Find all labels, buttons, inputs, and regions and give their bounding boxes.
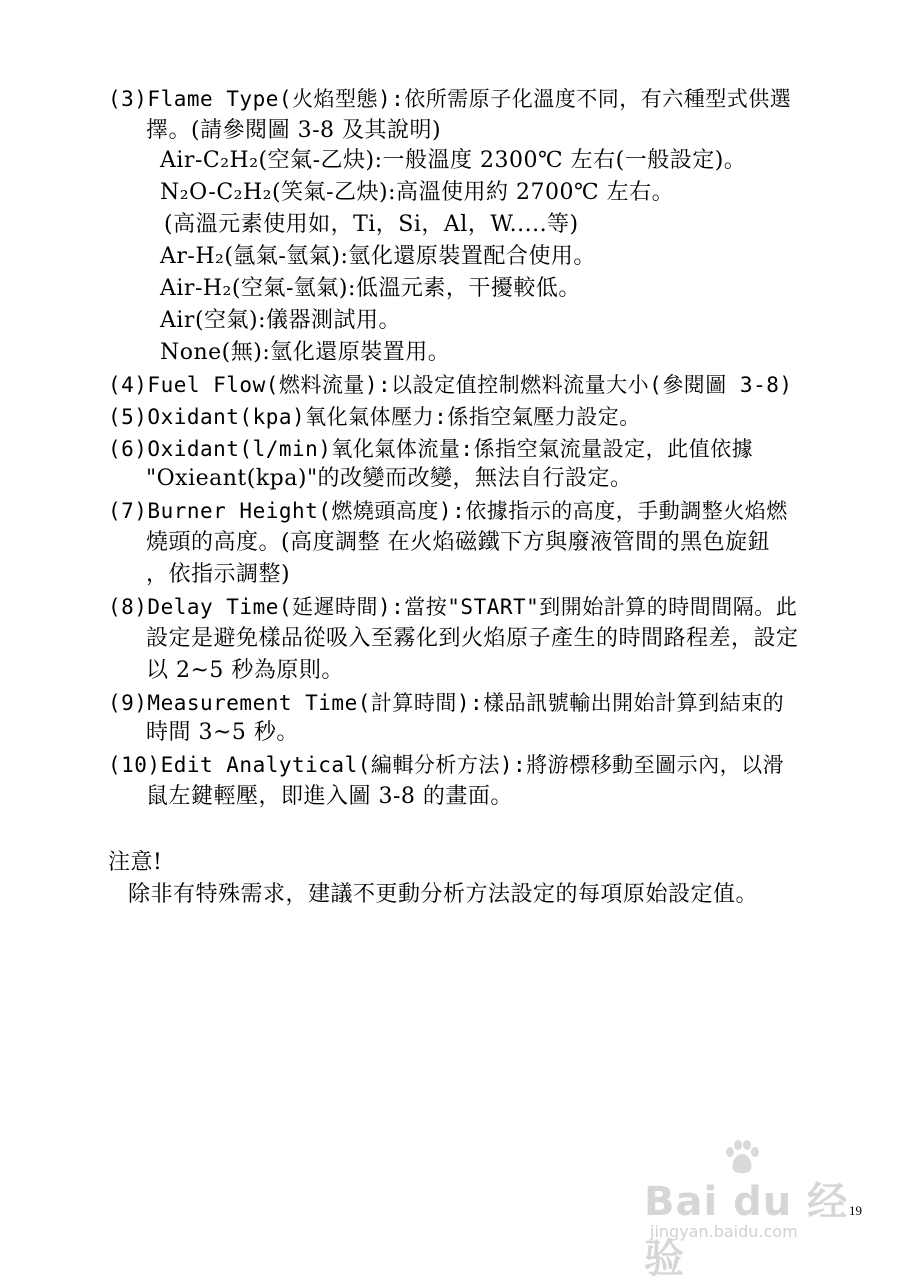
item-7-continued: 燒頭的高度。(高度調整 在火焰磁鐵下方與廢液管間的黑色旋鈕 [146,530,771,555]
item-3-continued: 擇。(請參閱圖 3-8 及其說明) [146,118,442,143]
item-10-edit-analytical: (10)Edit Analytical(編輯分析方法):將游標移動至圖示內，以滑 [108,753,785,777]
item-4-fuel-flow: (4)Fuel Flow(燃料流量):以設定值控制燃料流量大小(參閱圖 3-8) [108,373,793,397]
flame-air-c2h2: Air-C₂H₂(空氣-乙炔):一般溫度 2300℃ 左右(一般設定)。 [160,148,747,173]
item-5-oxidant-kpa: (5)Oxidant(kpa)氧化氣体壓力:係指空氣壓力設定。 [108,405,641,429]
flame-n2o-c2h2: N₂O-C₂H₂(笑氣-乙炔):高溫使用約 2700℃ 左右。 [160,180,675,205]
flame-air: Air(空氣):儀器測試用。 [160,308,402,333]
item-6-oxidant-flow: (6)Oxidant(l/min)氧化氣体流量:係指空氣流量設定，此值依據 [108,437,754,461]
item-7-burner-height: (7)Burner Height(燃燒頭高度):依據指示的高度，手動調整火焰燃 [108,499,788,523]
item-3-flame-type: (3)Flame Type(火焰型態):依所需原子化溫度不同，有六種型式供選 [108,87,792,111]
item-8-continued-2: 以 2~5 秒為原則。 [146,658,344,683]
item-9-measurement-time: (9)Measurement Time(計算時間):樣品訊號輸出開始計算到結束的 [108,691,785,715]
flame-air-h2: Air-H₂(空氣-氫氣):低溫元素，干擾較低。 [160,276,581,301]
item-10-continued: 鼠左鍵輕壓，即進入圖 3-8 的畫面。 [146,784,513,809]
watermark-url: jingyan.baidu.com [650,1222,798,1241]
item-8-continued: 設定是避免樣品從吸入至霧化到火焰原子產生的時間路程差，設定 [146,626,799,651]
flame-n2o-note: (高溫元素使用如，Ti，Si，Al，W.....等) [164,212,579,237]
item-6-continued: "Oxieant(kpa)"的改變而改變，無法自行設定。 [146,466,633,491]
note-heading: 注意! [108,850,163,875]
item-8-delay-time: (8)Delay Time(延遲時間):當按"START"到開始計算的時間間隔。此 [108,595,798,619]
item-7-continued-2: ，依指示調整) [146,562,291,587]
page-number: 19 [849,1203,862,1218]
baidu-watermark [640,1140,860,1282]
note-text: 除非有特殊需求，建議不更動分析方法設定的每項原始設定值。 [128,882,759,907]
flame-none: None(無):氫化還原裝置用。 [160,340,451,365]
item-9-continued: 時間 3~5 秒。 [146,720,299,745]
flame-ar-h2: Ar-H₂(氬氣-氫氣):氫化還原裝置配合使用。 [160,244,596,269]
watermark-brand: Bai du 经验 [644,1179,849,1282]
